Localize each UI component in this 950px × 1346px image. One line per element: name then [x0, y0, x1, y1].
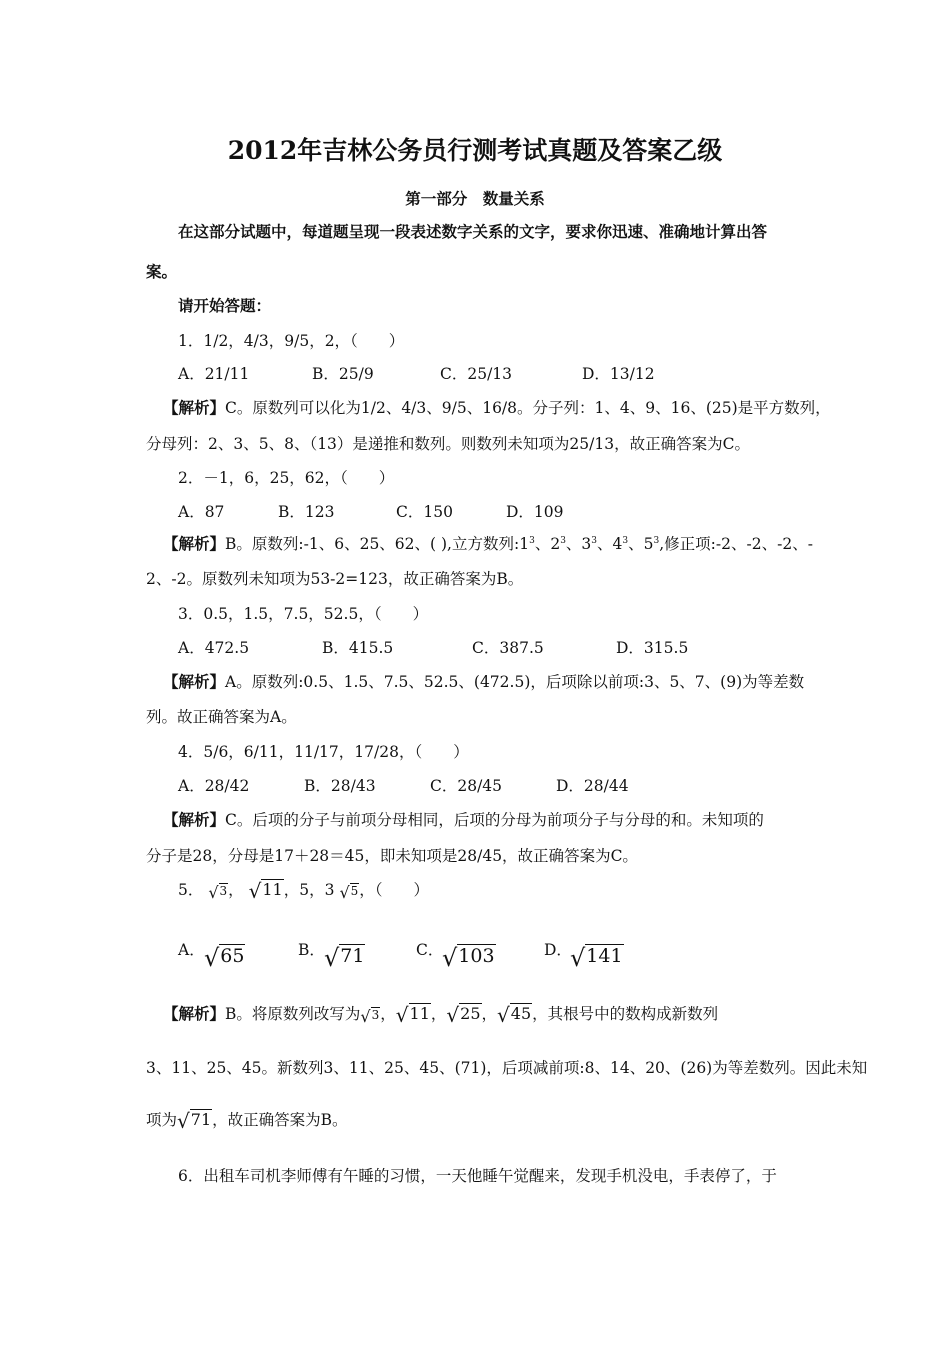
- q4-stem: 4．5/6，6/11，11/17，17/28，（ ）: [178, 743, 469, 761]
- sqrt-5: √5: [339, 883, 359, 902]
- q2-option-d: D．109: [506, 503, 564, 521]
- q5-option-a-label: A．: [178, 941, 205, 959]
- q1-option-d: D．13/12: [582, 365, 655, 383]
- q5-stem: 5． √3， √11，5，3 √5，（ ）: [178, 879, 430, 903]
- intro-line-2: 案。: [146, 262, 178, 281]
- q5-option-c-label: C．: [416, 941, 444, 959]
- q3-analysis-line-2: 列。故正确答案为A。: [146, 708, 297, 726]
- q4-option-d: D．28/44: [556, 777, 629, 795]
- intro-line-1: 在这部分试题中，每道题呈现一段表述数字关系的文字，要求你迅速、准确地计算出答: [178, 222, 768, 241]
- q5-option-b-label: B．: [298, 941, 325, 959]
- q2-option-c: C．150: [396, 503, 453, 521]
- q3-option-d: D．315.5: [616, 639, 689, 657]
- q2-option-b: B．123: [278, 503, 335, 521]
- q3-analysis-line-1: 【解析】A。原数列:0.5、1.5、7.5、52.5、(472.5)，后项除以前项:3、5、7、(9)为等差数: [163, 672, 805, 691]
- q1-option-a: A．21/11: [178, 365, 250, 383]
- q3-stem: 3．0.5，1.5，7.5，52.5，（ ）: [178, 605, 429, 623]
- q1-stem: 1．1/2，4/3，9/5，2，（ ）: [178, 332, 405, 350]
- sqrt-3: √3: [208, 883, 228, 902]
- q5-analysis-line-3: 项为√71，故正确答案为B。: [146, 1109, 348, 1133]
- q5-options: [178, 940, 878, 976]
- q1-option-c: C．25/13: [440, 365, 513, 383]
- q3-option-c: C．387.5: [472, 639, 544, 657]
- sqrt-11: √11: [248, 879, 283, 903]
- section-title: 第一部分 数量关系: [405, 189, 545, 208]
- q3-option-b: B．415.5: [322, 639, 394, 657]
- page-title: 2012年吉林公务员行测考试真题及答案乙级: [227, 136, 723, 165]
- q3-option-a: A．472.5: [178, 639, 250, 657]
- q2-option-a: A．87: [178, 503, 225, 521]
- q4-analysis-line-1: 【解析】C。后项的分子与前项分母相同，后项的分母为前项分子与分母的和。未知项的: [163, 810, 764, 829]
- q4-option-b: B．28/43: [304, 777, 376, 795]
- q2-analysis-line-1: 【解析】B。原数列:-1、6、25、62、( ),立方数列$:1^3$、$2^3$、$3^3$、$4^3$、$5^3$,修正项:-2、-2、-2、-: [163, 534, 813, 553]
- q1-option-b: B．25/9: [312, 365, 374, 383]
- q5-analysis-line-1: 【解析】B。将原数列改写为√3，√11，√25，√45，其根号中的数构成新数列: [163, 1003, 719, 1027]
- q6-stem: 6．出租车司机李师傅有午睡的习惯，一天他睡午觉醒来，发现手机没电，手表停了，于: [178, 1167, 777, 1185]
- q1-analysis-line-1: 【解析】C。原数列可以化为1/2、4/3、9/5、16/8。分子列：1、4、9、16、(25)是平方数列，: [163, 398, 831, 417]
- q4-option-c: C．28/45: [430, 777, 503, 795]
- q2-analysis-line-2: 2、-2。原数列未知项为53-2=123，故正确答案为B。: [146, 570, 524, 588]
- q4-option-a: A．28/42: [178, 777, 250, 795]
- q1-analysis-line-2: 分母列：2、3、5、8、（13）是递推和数列。则数列未知项为25/13，故正确答案为C。: [146, 435, 750, 453]
- start-label: 请开始答题：: [178, 296, 272, 315]
- q5-option-d-label: D．: [544, 941, 572, 959]
- q5-analysis-line-2: 3、11、25、45。新数列3、11、25、45、(71)，后项减前项:8、14、20、(26)为等差数列。因此未知: [146, 1059, 868, 1077]
- q4-analysis-line-2: 分子是28，分母是17＋28＝45，即未知项是28/45，故正确答案为C。: [146, 847, 638, 865]
- q5-option-c-sqrt: √103: [442, 944, 495, 972]
- analysis-tag: 【解析】: [163, 398, 226, 417]
- q5-option-d-sqrt: √141: [570, 944, 623, 972]
- q5-option-a-sqrt: √65: [204, 944, 245, 972]
- q5-option-b-sqrt: √71: [324, 944, 365, 972]
- q2-stem: 2．－1，6，25，62，（ ）: [178, 469, 395, 487]
